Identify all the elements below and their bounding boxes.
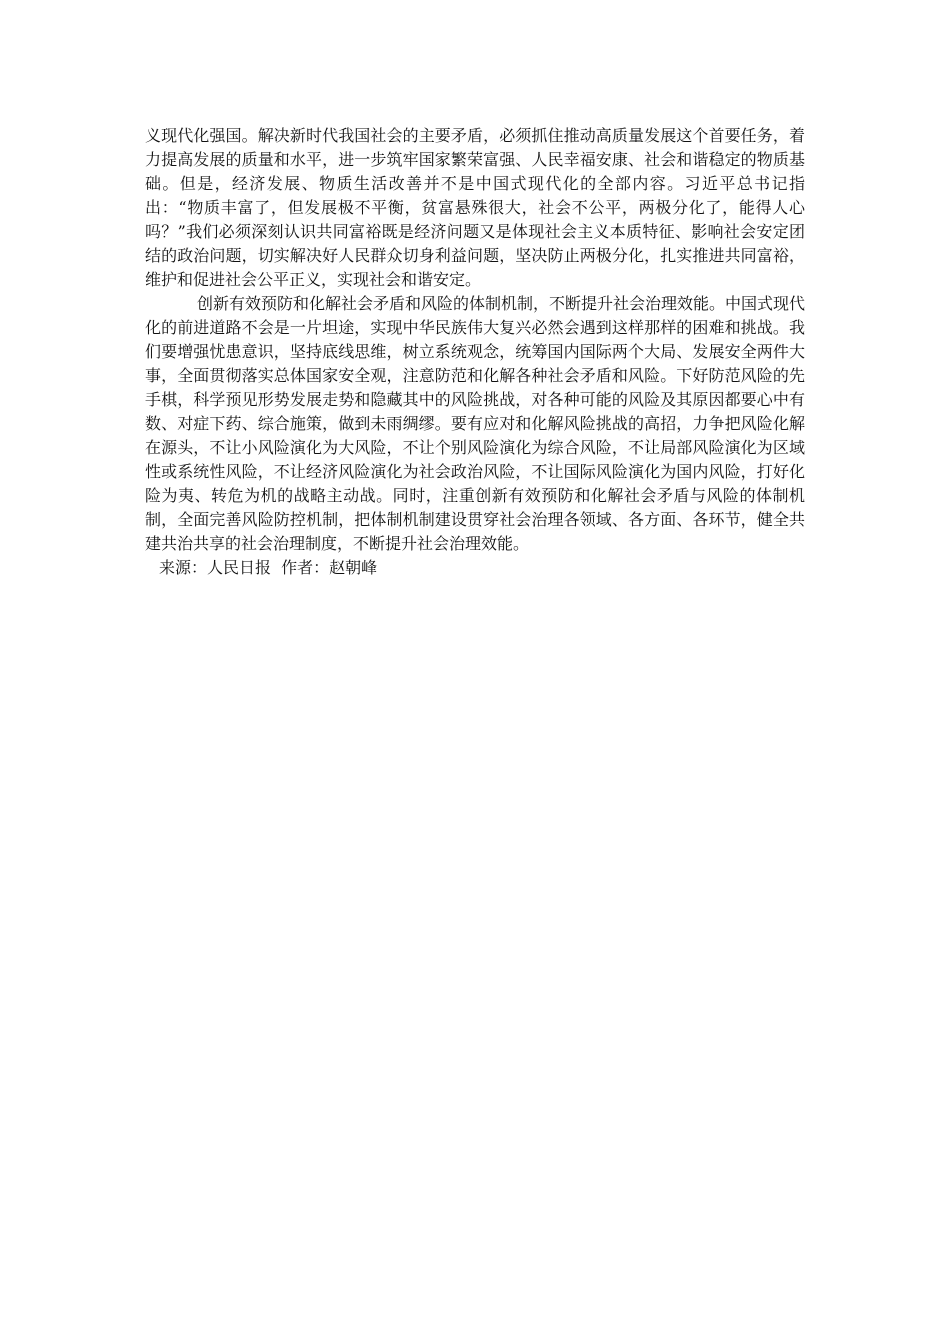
document-body xyxy=(145,124,805,580)
paragraph-social-governance: 创新有效预防和化解社会矛盾和风险的体制机制，不断提升社会治理效能。中国式现代化的前进道路不会是一片坦途，实现中华民族伟大复兴必然会遇到这样那样的困难和挑战。我们要增强忧患意识，坚持底线思维，树立系统观念，统筹国内国际两个大局、发展安全两件大事，全面贯彻落实总体国家安全观，注意防范和化解各种社会矛盾和风险。下好防范风险的先手棋，科学预见形势发展走势和隐藏其中的风险挑战，对各种可能的风险及其原因都要心中有数、对症下药、综合施策，做到未雨绸缪。要有应对和化解风险挑战的高招，力争把风险化解在源头，不让小风险演化为大风险，不让个别风险演化为综合风险，不让局部风险演化为区域性或系统性风险，不让经济风险演化为社会政治风险，不让国际风险演化为国内风险，打好化险为夷、转危为机的战略主动战。同时，注重创新有效预防和化解社会矛盾与风险的体制机制，全面完善风险防控机制，把体制机制建设贯穿社会治理各领域、各方面、各环节，健全共建共治共享的社会治理制度，不断提升社会治理效能。 xyxy=(145,294,806,553)
source-attribution: 来源：人民日报 作者：赵朝峰 xyxy=(159,558,378,577)
paragraph-continued: 义现代化强国。解决新时代我国社会的主要矛盾，必须抓住推动高质量发展这个首要任务，着力提高发展的质量和水平，进一步筑牢国家繁荣富强、人民幸福安康、社会和谐稳定的物质基础。但是，经济发展、物质生活改善并不是中国式现代化的全部内容。习近平总书记指出：“物质丰富了，但发展极不平衡，贫富悬殊很大，社会不公平，两极分化了，能得人心吗？”我们必须深刻认识共同富裕既是经济问题又是体现社会主义本质特征、影响社会安定团结的政治问题，切实解决好人民群众切身利益问题，坚决防止两极分化，扎实推进共同富裕，维护和促进社会公平正义，实现社会和谐安定。 xyxy=(145,126,805,289)
